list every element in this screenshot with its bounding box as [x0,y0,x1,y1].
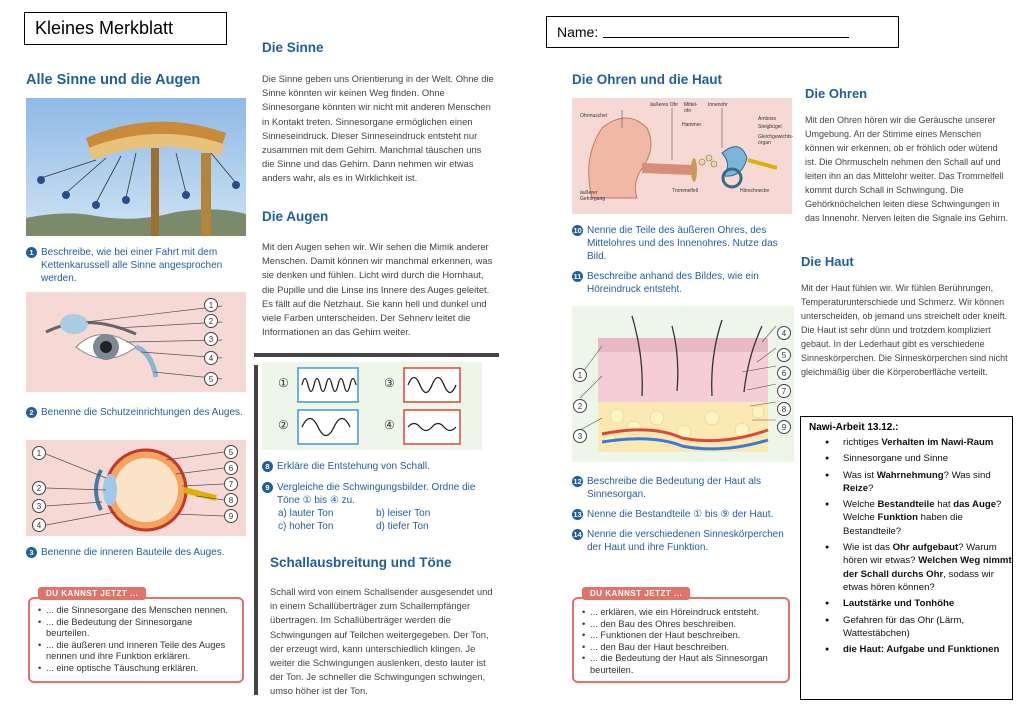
nawi-item-text: die Haut: Aufgabe und Funktionen [843,644,1000,656]
ear-label-gleichgewichtsorgan: Gleichgewichts-organ [758,134,794,146]
nawi-item-text: Funktion [877,512,918,524]
text-die-sinne: Die Sinne geben uns Orientierung in der Welt. Ohne die Sinne könnten wir keinen Weg finden. Ohne Sinnesorgane könnten wir nicht mit anderen Menschen in Kontakt treten. Sinnesorgane ermöglichen einen Sinneseindruck. Dieser Sinneseindruck entsteht nur zusammen mit dem Gehirn. Manchmal täuschen uns die Sinne und das Gehirn. Dann nehmen wir etwas anders wahr, als es in Wirklichkeit ist. [262,73,494,184]
nawi-item [801,597,1012,610]
heading-die-haut: Die Haut [801,254,854,269]
wave-label-2: ② [278,418,289,432]
nawi-item-text: ? Warum hören wir etwas? [843,542,997,567]
eyeball-label-7: 7 [224,477,238,491]
nawi-item-text: ? Welche [843,499,1002,524]
eyeball-label-6: 6 [224,461,238,475]
can-item: • ... erklären, wie ein Höreindruck entsteht. [582,607,780,619]
can-item: • ... Funktionen der Haut beschreiben. [582,630,780,642]
title-box [24,12,227,45]
nawi-item [801,614,1012,641]
eyeball-label-8: 8 [224,493,238,507]
ear-label-gehoergang: äußerer Gehörgang [580,190,606,202]
nawi-item-text: Gefahren für das Ohr (Lärm, Wattestäbchen) [843,614,965,639]
can-tag-right: DU KANNST JETZT ... [582,587,690,600]
can-item: • ... die äußeren und inneren Teile des Auges nennen und ihre Funktion erklären. [38,640,234,663]
nawi-item-text: Welche [843,499,878,511]
ear-label-steigbuegel: Steigbügel [758,124,782,130]
ear-label-hammer: Hammer [682,122,702,128]
eyeball-label-5: 5 [224,445,238,459]
can-list-left [30,599,242,675]
ear-figure [572,98,792,214]
carousel-photo [26,98,246,236]
task-12: 12 Beschreibe die Bedeutung der Haut als Sinnesorgan. [573,476,762,500]
eyeball-label-4: 4 [32,518,46,532]
skin-label-5: 5 [777,348,791,362]
eyeball-figure [26,440,246,536]
ear-label-mittelohr: Mittel-ohr [684,102,698,114]
nawi-item-text: Reize [843,482,869,494]
skin-figure [572,306,794,462]
ear-label-amboss: Amboss [758,116,777,122]
heading-die-ohren: Die Ohren [805,86,868,101]
ear-label-aeusseres-ohr: äußeres Ohr [650,102,679,108]
ear-label-ohrmuschel: Ohrmuschel [580,113,607,119]
eyeball-label-1: 1 [32,446,46,460]
eye-label-4: 4 [204,351,218,365]
can-item: • ... den Bau des Ohres beschreiben. [582,619,780,631]
section-heading-sinne-augen: Alle Sinne und die Augen [26,72,201,88]
nawi-box [800,416,1013,700]
ear-label-trommelfell: Trommelfell [672,188,698,194]
nawi-item-text: , sodass wir etwas hören können? [843,568,994,593]
nawi-item-text: Wahrnehmung [876,469,944,481]
skin-label-3: 3 [573,429,587,443]
skin-label-9: 9 [777,420,791,434]
can-item: • ... den Bau der Haut beschreiben. [582,642,780,654]
text-die-ohren: Mit den Ohren hören wir die Geräusche unserer Umgebung. An der Stimme eines Menschen können wir erkennen, ob er fröhlich oder wütend ist. Die Ohrmuscheln nehmen den Schall auf und leiten ihn an das Mittelohr weiter. Das Trommelfell kommt durch Schall in Schwingung. Die Gehörknöchelchen leiten diese Schwingungen in das Innenohr. Nerven leiten die Signale ins Gehirn. [805,115,1009,223]
task-9: 9 Vergleiche die Schwingungsbilder. Ordne die Töne ① bis ④ zu. [262,481,492,507]
nawi-item [801,469,1012,496]
nawi-item-text: haben die Bestandteile? [843,512,963,537]
can-box-left [28,597,244,683]
skin-label-2: 2 [573,399,587,413]
divider-horizontal [254,353,499,357]
name-field[interactable] [603,37,849,38]
page-title: Kleines Merkblatt [35,18,174,38]
task-2: 2 Benenne die Schutzeinrichtungen des Auges. [26,406,246,419]
waves-figure [262,362,482,450]
option-d: d) tiefer Ton [376,521,429,532]
eye-protection-figure [26,292,246,392]
can-item: • ... die Bedeutung der Haut als Sinnesorgan beurteilen. [582,653,780,676]
nawi-item [801,541,1012,594]
can-item: • ... die Bedeutung der Sinnesorgane beurteilen. [38,617,234,640]
nawi-item-text: ? Was sind [943,469,991,481]
nawi-item-text: richtiges [843,437,882,448]
option-c: c) hoher Ton [278,521,334,532]
skin-label-8: 8 [777,402,791,416]
nawi-item-text: Sinnesorgane und Sinne [843,453,949,465]
can-box-right [572,597,790,683]
eye-label-1: 1 [204,298,218,312]
nawi-item-text: Lautstärke und Tonhöhe [843,598,955,610]
heading-die-sinne: Die Sinne [262,40,324,55]
text-die-haut: Mit der Haut fühlen wir. Wir fühlen Berührungen, Temperaturunterschiede und Schmerz. Wir können unterscheiden, ob jemand uns streichelt oder kneift. Die Haut ist sehr dünn und trotzdem kompliziert gebaut. In der Lederhaut gibt es verschiedene Sinneskörperchen. Die Sinneskörperchen sind nicht gleichmäßig über die Körperoberfläche verteilt. [801,283,1008,377]
nawi-list [801,436,1012,656]
nawi-item-text: Wie ist das [843,542,893,554]
nawi-item [801,436,1012,449]
can-tag-left: DU KANNST JETZT ... [38,587,146,600]
nawi-item-text: Verhalten im Nawi-Raum [881,437,994,448]
eye-label-2: 2 [204,314,218,328]
eye-label-3: 3 [204,332,218,346]
nawi-item [801,643,1012,656]
name-box [546,16,899,48]
heading-schallausbreitung: Schallausbreitung und Töne [270,555,452,570]
text-die-augen: Mit den Augen sehen wir. Wir sehen die Mimik anderer Menschen. Damit können wir manchmal erkennen, was sie denken und fühlen. Licht wird durch die Hornhaut, die Pupille und die Linse ins Innere des Auges geleitet. Es fällt auf die Netzhaut. Sie kann hell und dunkel und viele Farben unterscheiden. Der Sehnerv leitet die Informationen an das Gehirn weiter. [262,241,493,338]
skin-label-7: 7 [777,384,791,398]
can-item: • ... eine optische Täuschung erklären. [38,663,234,675]
wave-label-4: ④ [384,418,395,432]
nawi-title: Nawi-Arbeit 13.12.: [809,422,899,433]
task-1: 1 Beschreibe, wie bei einer Fahrt mit dem Kettenkarussell alle Sinne angesprochen werden. [26,246,246,285]
option-a: a) lauter Ton [278,508,334,519]
can-list-right [574,599,788,677]
option-b: b) leiser Ton [376,508,431,519]
nawi-item-text: Ohr aufgebaut [892,542,959,554]
task-14: 14 Nenne die verschiedenen Sinneskörperchen der Haut und ihre Funktion. [573,529,784,553]
nawi-item-text: Was ist [843,469,877,481]
wave-label-1: ① [278,376,289,390]
task-13: 13 Nenne die Bestandteile ① bis ⑨ der Haut. [573,509,774,520]
nawi-item-text: Welchen Weg nimmt der Schall durchs Ohr [843,555,1012,580]
nawi-item [801,498,1012,538]
wave-label-3: ③ [384,376,395,390]
task-11: 11 Beschreibe anhand des Bildes, wie ein Höreindruck entsteht. [573,271,759,295]
heading-die-augen: Die Augen [262,209,329,224]
nawi-item-text: ? [868,482,874,494]
can-item: • ... die Sinnesorgane des Menschen nennen. [38,605,234,617]
task-8: 8 Erkläre die Entstehung von Schall. [262,460,492,473]
heading-ohren-haut: Die Ohren und die Haut [572,72,723,87]
text-schallausbreitung: Schall wird von einem Schallsender ausgesendet und in einem Schallüberträger zum Schallempfänger übertragen. Im Schallüberträger werden die Schwingungen auf Teilchen weitergegeben. Der Ton, der erzeugt wird, kann unterschiedlich klingen. Je weiter die Schwingungen auslenken, desto lauter ist der Ton. Je schneller die Schwingungen schwingen, umso höher ist der Ton. [270,586,493,697]
skin-label-1: 1 [573,368,587,382]
eyeball-label-3: 3 [32,499,46,513]
ear-label-innenohr: Innenohr [708,102,728,108]
skin-label-6: 6 [777,366,791,380]
nawi-item-text: das Auge [953,499,997,511]
eyeball-label-9: 9 [224,509,238,523]
nawi-item-text: Bestandteile [877,499,935,511]
eyeball-label-2: 2 [32,481,46,495]
task-10: 10 Nenne die Teile des äußeren Ohres, des Mittelohres und des Innenohres. Nutze das Bild. [573,225,778,262]
skin-label-4: 4 [777,326,791,340]
ear-label-hoerschnecke: Hörschnecke [740,188,770,194]
task-3: 3 Benenne die inneren Bauteile des Auges. [26,546,246,559]
nawi-item [801,452,1012,465]
divider-vertical [254,365,258,695]
nawi-item-text: hat [934,499,954,511]
eye-label-5: 5 [204,372,218,386]
name-label: Name: [557,24,599,40]
